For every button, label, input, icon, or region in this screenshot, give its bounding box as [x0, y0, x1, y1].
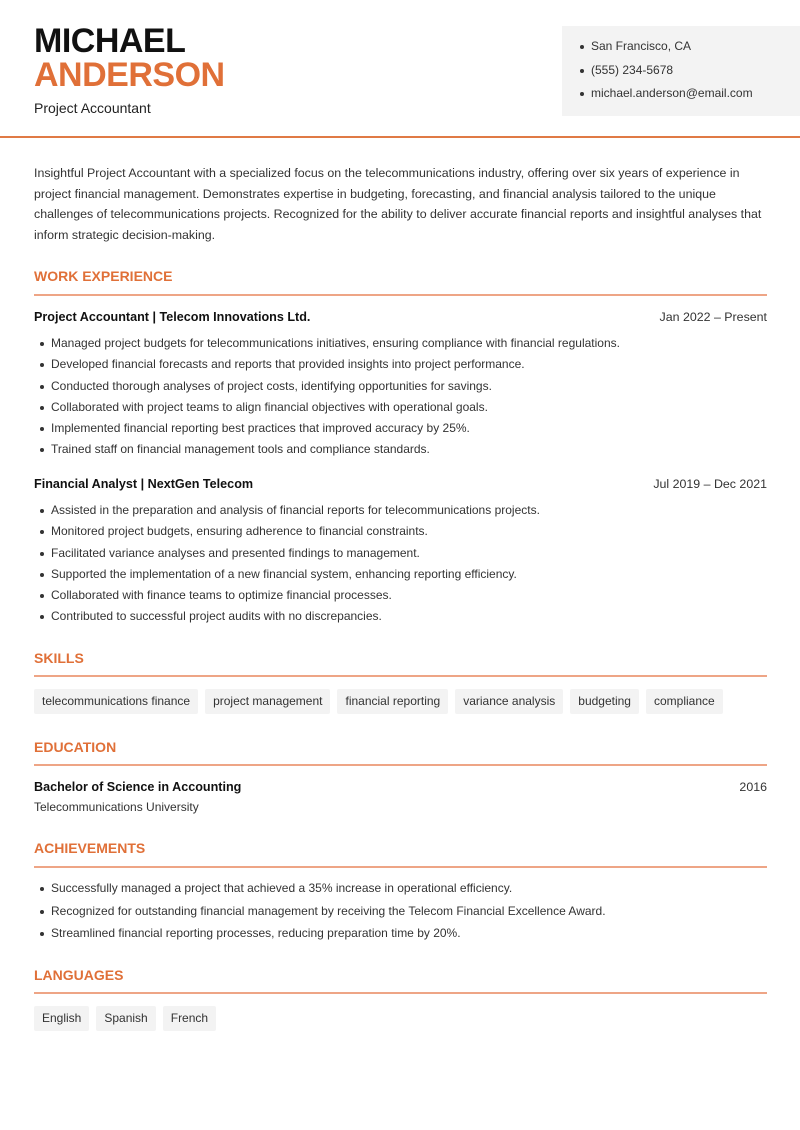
skills-tags [34, 689, 723, 714]
divider [34, 294, 767, 296]
contact-box [562, 26, 800, 116]
section-title-work: WORK EXPERIENCE [34, 268, 173, 284]
language-tag: French [163, 1006, 216, 1031]
skill-tag: project management [205, 689, 330, 714]
skill-tag: financial reporting [337, 689, 448, 714]
language-tag: English [34, 1006, 89, 1031]
skill-tag: compliance [646, 689, 723, 714]
achievements-list [40, 881, 606, 949]
bullet-icon [40, 406, 44, 410]
list-item: Facilitated variance analyses and presented findings to management. [40, 546, 540, 567]
bullet-icon [40, 448, 44, 452]
last-name: ANDERSON [34, 56, 225, 94]
bullet-icon [40, 615, 44, 619]
list-item: Streamlined financial reporting processes, reducing preparation time by 20%. [40, 926, 606, 949]
job-date: Jan 2022 – Present [659, 310, 767, 324]
section-title-skills: SKILLS [34, 650, 84, 666]
first-name: MICHAEL [34, 22, 186, 60]
contact-email: michael.anderson@email.com [580, 86, 800, 110]
section-title-education: EDUCATION [34, 739, 117, 755]
bullet-icon [40, 552, 44, 556]
bullet-icon [40, 887, 44, 891]
divider [34, 992, 767, 994]
divider [34, 866, 767, 868]
divider [34, 675, 767, 677]
list-item: Trained staff on financial management tools and compliance standards. [40, 442, 620, 463]
skill-tag: budgeting [570, 689, 639, 714]
bullet-icon [40, 573, 44, 577]
job-date: Jul 2019 – Dec 2021 [653, 477, 767, 491]
section-title-languages: LANGUAGES [34, 967, 124, 983]
list-item: Successfully managed a project that achieved a 35% increase in operational efficiency. [40, 881, 606, 904]
job-title: Financial Analyst | NextGen Telecom [34, 477, 254, 491]
bullet-icon [40, 530, 44, 534]
bullet-icon [580, 45, 584, 49]
education-school: Telecommunications University [34, 800, 199, 814]
contact-phone: (555) 234-5678 [580, 63, 800, 87]
bullet-icon [40, 363, 44, 367]
summary: Insightful Project Accountant with a specialized focus on the telecommunications industry, offering over six years of experience in project financial management. Demonstrates expertise in budgeting, forecasting, and financial analysis tailored to the unique challenges of telecommunications projects. Recognized for the ability to deliver accurate financial reports and insightful analyses that inform strategic decision-making. [34, 166, 762, 243]
list-item: Recognized for outstanding financial management by receiving the Telecom Financial Excellence Award. [40, 904, 606, 927]
bullet-icon [40, 910, 44, 914]
bullet-icon [580, 69, 584, 73]
list-item: Assisted in the preparation and analysis of financial reports for telecommunications projects. [40, 503, 540, 524]
skill-tag: variance analysis [455, 689, 563, 714]
language-tags [34, 1006, 216, 1031]
job-bullets [40, 503, 540, 631]
list-item: Managed project budgets for telecommunications initiatives, ensuring compliance with financial regulations. [40, 336, 620, 357]
bullet-icon [40, 427, 44, 431]
education-degree: Bachelor of Science in Accounting [34, 780, 242, 794]
bullet-icon [40, 385, 44, 389]
job-title: Project Accountant | Telecom Innovations Ltd. [34, 310, 311, 324]
contact-location: San Francisco, CA [580, 39, 800, 63]
list-item: Implemented financial reporting best practices that improved accuracy by 25%. [40, 421, 620, 442]
resume-header [0, 0, 800, 138]
list-item: Developed financial forecasts and reports that provided insights into project performance. [40, 357, 620, 378]
bullet-icon [40, 594, 44, 598]
job-bullets [40, 336, 620, 464]
list-item: Monitored project budgets, ensuring adherence to financial constraints. [40, 524, 540, 545]
bullet-icon [40, 509, 44, 513]
list-item: Supported the implementation of a new financial system, enhancing reporting efficiency. [40, 567, 540, 588]
language-tag: Spanish [96, 1006, 155, 1031]
bullet-icon [40, 342, 44, 346]
list-item: Collaborated with finance teams to optimize financial processes. [40, 588, 540, 609]
skill-tag: telecommunications finance [34, 689, 198, 714]
list-item: Contributed to successful project audits with no discrepancies. [40, 609, 540, 630]
bullet-icon [40, 932, 44, 936]
list-item: Conducted thorough analyses of project costs, identifying opportunities for savings. [40, 379, 620, 400]
bullet-icon [580, 92, 584, 96]
education-year: 2016 [739, 780, 767, 794]
section-title-achievements: ACHIEVEMENTS [34, 840, 146, 856]
list-item: Collaborated with project teams to align financial objectives with operational goals. [40, 400, 620, 421]
job-title-heading: Project Accountant [34, 100, 151, 116]
divider [34, 764, 767, 766]
